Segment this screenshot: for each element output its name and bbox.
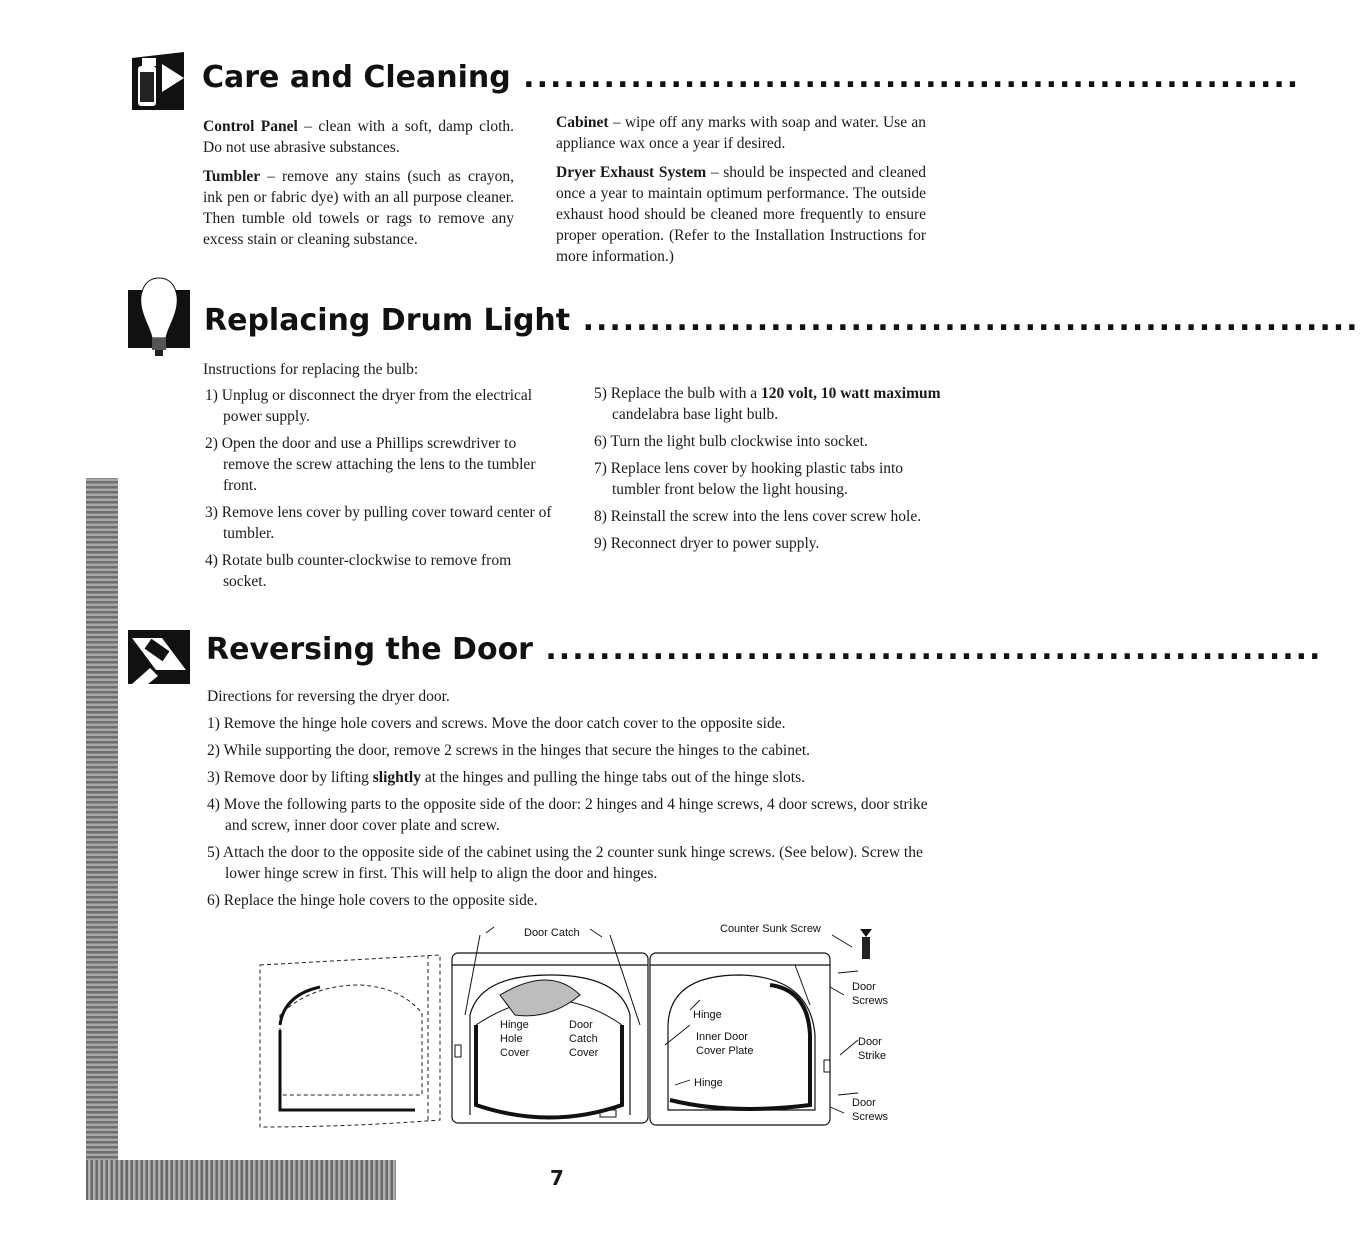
label-inner-door-cover-plate-line2: Cover Plate — [696, 1045, 754, 1057]
counter-sunk-screw-icon — [860, 929, 872, 959]
label-door-strike: Door — [858, 1036, 882, 1048]
control-panel-paragraph: Control Panel – clean with a soft, damp cloth. Do not use abrasive substances. — [203, 118, 515, 156]
list-item: 7) Replace lens cover by hooking plastic tabs into tumbler front below the light housing. — [594, 460, 904, 498]
label-door-screws-top-line2: Screws — [852, 995, 889, 1007]
label-hinge-bottom: Hinge — [694, 1077, 723, 1089]
list-item: 4) Rotate bulb counter-clockwise to remove from socket. — [205, 552, 512, 590]
list-item: 1) Remove the hinge hole covers and screws. Move the door catch cover to the opposite side. — [207, 715, 786, 732]
label-inner-door-cover-plate: Inner Door — [696, 1031, 748, 1043]
tumbler-paragraph: Tumbler – remove any stains (such as crayon, ink pen or fabric dye) with an all purpose cleaner. Then tumble old towels or rags to remove any excess stain or cleaning substance. — [203, 168, 514, 248]
list-item: 3) Remove lens cover by pulling cover toward center of tumbler. — [205, 504, 552, 542]
page-number: 7 — [550, 1166, 564, 1190]
drum-steps-right — [594, 383, 944, 560]
label-door-catch: Door Catch — [524, 927, 580, 939]
list-item: 4) Move the following parts to the opposite side of the door: 2 hinges and 4 hinge screws, 4 door screws, door strike and screw, inner door cover plate and screw. — [207, 796, 928, 834]
label-door-catch-cover-line2: Catch — [569, 1033, 598, 1045]
list-item: 3) Remove door by lifting slightly at the hinges and pulling the hinge tabs out of the hinge slots. — [207, 769, 805, 786]
list-item: 5) Attach the door to the opposite side of the cabinet using the 2 counter sunk hinge screws. (See below). Screw the lower hinge screw in first. This will help to align the door and hinges. — [207, 844, 923, 882]
label-hinge-hole-cover-line2: Hole — [500, 1033, 523, 1045]
list-item: 2) While supporting the door, remove 2 screws in the hinges that secure the hinges to the cabinet. — [207, 742, 811, 759]
care-left-column — [203, 116, 514, 258]
list-item: 1) Unplug or disconnect the dryer from the electrical power supply. — [205, 387, 533, 425]
list-item: 8) Reinstall the screw into the lens cover screw hole. — [594, 508, 922, 525]
label-counter-sunk-screw: Counter Sunk Screw — [720, 923, 821, 935]
door-intro: Directions for reversing the dryer door. — [207, 688, 450, 705]
label-door-screws-bottom-line2: Screws — [852, 1111, 889, 1123]
drum-steps-left — [205, 385, 555, 598]
exhaust-paragraph: Dryer Exhaust System – should be inspected and cleaned once a year to maintain optimum performance. The outside exhaust hood should be cleaned more frequently to ensure proper operation. (Refer to the Installation Instructions for more information.) — [556, 164, 926, 265]
label-door-screws-bottom: Door — [852, 1097, 876, 1109]
decorative-bottom-bar — [86, 1160, 396, 1200]
label-hinge-hole-cover: Hinge — [500, 1019, 529, 1031]
decorative-side-bar — [86, 478, 118, 1198]
drum-intro: Instructions for replacing the bulb: — [203, 361, 419, 378]
list-item: 6) Replace the hinge hole covers to the opposite side. — [207, 892, 538, 909]
door-panel-left — [452, 953, 648, 1123]
dashed-door-outline — [260, 955, 440, 1127]
spray-bottle-icon — [128, 48, 188, 112]
label-door-screws-top: Door — [852, 981, 876, 993]
list-item: 2) Open the door and use a Phillips screwdriver to remove the screw attaching the lens to the tumbler front. — [205, 435, 536, 494]
label-door-catch-cover-line3: Cover — [569, 1047, 599, 1059]
reversing-the-door-heading: Reversing the Door .......................................................... — [206, 632, 1323, 667]
care-right-column — [556, 112, 926, 275]
label-door-strike-line2: Strike — [858, 1050, 887, 1062]
care-and-cleaning-heading: Care and Cleaning .......................................................... — [202, 60, 1301, 95]
list-item: 9) Reconnect dryer to power supply. — [594, 535, 820, 552]
door-steps — [207, 713, 951, 917]
light-bulb-icon — [128, 276, 190, 360]
list-item: 5) Replace the bulb with a 120 volt, 10 watt maximum candelabra base light bulb. — [594, 385, 941, 423]
label-door-catch-cover: Door — [569, 1019, 593, 1031]
label-hinge-hole-cover-line3: Cover — [500, 1047, 530, 1059]
door-reversal-diagram — [250, 915, 900, 1140]
replacing-drum-light-heading: Replacing Drum Light .......................................................... — [204, 303, 1360, 338]
label-hinge-top: Hinge — [693, 1009, 722, 1021]
cabinet-paragraph: Cabinet – wipe off any marks with soap and water. Use an appliance wax once a year if desired. — [556, 114, 926, 152]
list-item: 6) Turn the light bulb clockwise into socket. — [594, 433, 868, 450]
screwdriver-icon — [128, 624, 190, 686]
